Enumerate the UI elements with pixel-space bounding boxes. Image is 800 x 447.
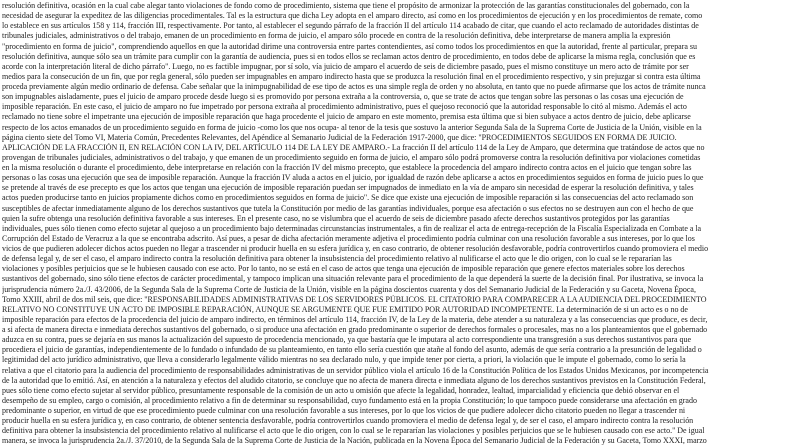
text-line: imposible reparación. En este caso, el juicio de amparo no fue impetrado por persona extraña al procedimiento administrativo, pues el quejoso reconoció que la autoridad responsable lo citó al mismo. Además el acto xyxy=(2,102,687,112)
text-line: jurisprudencia número 2a./J. 43/2006, de la Segunda Sala de la Suprema Corte de Justicia de la Unión, visible en la página doscientos cuarenta y dos del Semanario Judicial de la Federación y su Gaceta, Novena Época, xyxy=(2,284,696,294)
text-line: RELATIVO NO CONSTITUYE UN ACTO DE IMPOSIBLE REPARACIÓN, AUNQUE SE ARGUMENTE QUE FUE EMITIDO POR AUTORIDAD INCOMPETENTE. La determinación de si un acto es o no de xyxy=(2,304,688,314)
text-line: Tomo XXIII, abril de dos mil seis, que dice: "RESPONSABILIDADES ADMINISTRATIVAS DE LOS SERVIDORES PÚBLICOS. EL CITATORIO PARA COMPARECER A LA AUDIENCIA DEL PROCEDIMIENTO xyxy=(2,294,707,304)
text-line: vicios de que pudieren adolecer dichos actos pueden no llegar a trascender ni producir huella en su esfera jurídica y, en caso contrario, de obtener resolución desfavorable, podría controvertirlos cuando promoviera el medio xyxy=(2,244,709,253)
text-line: necesidad de asegurar la expeditez de las diligencias procedimentales. Tal es la estructura que dicha Ley adopta en el amparo directo, así como en los procedimientos de ejecución y en los procedimientos de remate, como xyxy=(2,11,703,21)
text-line: respecto de los actos emanados de un procedimiento seguido en forma de juicio -como los que nos ocupa- al tenor de la tesis que sostuvo la anterior Segunda Sala de la Suprema Corte de Justicia de la Unión, visible en la xyxy=(2,122,702,132)
text-line: proceda previamente algún medio ordinario de defensa. Cabe señalar que la inimpugnabilidad de ese tipo de actos es una simple regla de orden y no absoluta, en tanto que no puede afirmarse que los actos de trámite nunca xyxy=(2,82,706,91)
text-line: violaciones y posibles perjuicios que se le hubiesen causado con ese acto. Por lo tanto, no se está en el caso de actos que tenga una ejecución de imposible reparación que genere efectos materiales sobre los derechos xyxy=(2,264,685,274)
text-line: definitiva para obtener la insubsistencia del procedimiento relativo al nulificarse el acto que le dio origen, con lo cual se le repararían las violaciones y posibles perjuicios que se le hubiesen causado con ese acto." De igual xyxy=(2,426,705,436)
text-line: desempeño de su empleo, cargo o comisión, al procedimiento relativo a fin de determinar su responsabilidad, cuyo fundamento está en la propia Constitución; lo que tampoco puede considerarse una afectación en grado xyxy=(2,395,697,405)
text-line: de defensa legal y, de ser el caso, el amparo indirecto contra la resolución definitiva para obtener la insubsistencia del procedimiento relativo al nulificarse el acto que le dio origen, con lo cual se le repararían las xyxy=(2,254,672,264)
text-line: susceptibles de afectar inmediatamente alguno de los derechos sustantivos que tutela la Constitución por medio de las garantías individuales, porque esa afectación o sus efectos no se destruyen aun con el hecho de que xyxy=(2,203,694,213)
text-line: quien la sufre obtenga una resolución definitiva favorable a sus intereses. En el presente caso, no se vislumbra que el acuerdo de seis de diciembre pasado afecte derechos sustantivos protegidos por las garantías xyxy=(2,213,670,223)
text-line: resolución definitiva, ocasión en la cual cabe alegar tanto violaciones de fondo como de procedimiento, sistema que tiene el propósito de armonizar la protección de las garantías constitucionales del gobernado, con la xyxy=(2,1,690,10)
text-line: provengan de tribunales judiciales, administrativos o del trabajo, y que emanen de un procedimiento seguido en forma de juicio, el amparo sólo podrá promoverse contra la resolución definitiva por violaciones cometidas xyxy=(2,152,701,162)
text-line: personas o las cosas una ejecución que sea de imposible reparación. Aunque la fracción IV aluda a actos en el juicio, por igualdad de razón debe aplicarse a actos en procedimientos seguidos en forma de juicio pues lo que xyxy=(2,173,704,183)
text-line: tribunales judiciales, administrativos o del trabajo, emanen de un procedimiento en forma de juicio, el amparo sólo procede en contra de la resolución definitiva, debe interpretarse de manera amplia la expresión xyxy=(2,31,671,41)
text-line: son impugnables aisladamente, pues el juicio de amparo procede desde luego si es promovido por persona extraña a la controversia, o, que se trate de actos que tengan sobre las personas o las cosas una ejecución de xyxy=(2,92,684,102)
text-line: Corrupción del Estado de Veracruz a la que se encontraba adscrito. Así pues, a pesar de dicha afectación meramente adjetiva el procedimiento podría culminar con una resolución favorable a sus intereses, por lo que los xyxy=(2,233,695,243)
text-line: de la autoridad que lo emitió. Así, en atención a la naturaleza y efectos del aludido citatorio, se concluye que no afecta de manera directa e inmediata alguno de los derechos sustantivos previstos en la Constitución Federal, xyxy=(2,375,706,385)
text-line: "procedimiento en forma de juicio", comprendiendo aquellos en que la autoridad dirime una controversia entre partes contendientes, así como todos los procedimientos en que la autoridad, frente al particular, prepara su xyxy=(2,41,697,51)
text-line: producir huella en su esfera jurídica y, en caso contrario, de obtener sentencia desfavorable, podría controvertirlos cuando promoviera el medio de defensa legal y, de ser el caso, el amparo indirecto contra la resolución xyxy=(2,416,694,426)
text-line: relativa a que el citatorio para la audiencia del procedimiento de responsabilidades administrativas de un servidor público viola el artículo 16 de la Constitución Política de los Estados Unidos Mexicanos, por incompetencia xyxy=(2,365,709,375)
text-line: aduzca en su contra, pues se dejaría en sus manos la actualización del supuesto de procedencia mencionado, ya que bastaría que le imputara al acto correspondiente una transgresión a sus derechos sustantivos para que xyxy=(2,335,691,345)
text-line: se pretende al través de ese precepto es que los actos que tengan una ejecución de imposible reparación puedan ser impugnados de inmediato en la vía de amparo sin necesidad de esperar la resolución definitiva, y tales xyxy=(2,183,694,193)
text-line: predominante o superior, en virtud de que ese procedimiento puede culminar con una resolución favorable a sus intereses, por lo que los vicios de que pudiere adolecer dicho citatorio pueden no llegar a trascender ni xyxy=(2,406,686,415)
text-line: actos pueden producirse tanto en juicios propiamente dichos como en procedimientos seguidos en forma de juicio". Se dice que existe una ejecución de imposible reparación si las consecuencias del acto reclamado son xyxy=(2,193,694,203)
text-line: acorde con la interpretación literal de dicho párrafo". Luego, no es factible impugnar, por sí solo, vía juicio de amparo el acuerdo de seis de diciembre pasado, pues el mismo constituye un mero acto de trámite por ser xyxy=(2,61,689,71)
text-line: medios para la consecución de un fin, que por regla general, sólo pueden ser impugnables en amparo indirecto hasta que se produzca la resolución final en el procedimiento respectivo, y sin prejuzgar si contra esta última xyxy=(2,71,701,81)
text-line: legitimidad del acto jurídico administrativo, que lleva a considerarlo legalmente válido mientras no sea declarado nulo, y que impide tener por cierta, a priori, la violación que le impute el gobernado, como lo sería la xyxy=(2,355,686,365)
text-line: APLICACIÓN DE LA FRACCIÓN II, EN RELACIÓN CON LA IV, DEL ARTÍCULO 114 DE LA LEY DE AMPARO.- La fracción II del artículo 114 de la Ley de Amparo, que determina que tratándose de actos que no xyxy=(2,142,705,152)
text-line: imposible reparación para efectos de la procedencia del juicio de amparo indirecto, en términos del artículo 114, fracción IV, de la Ley de la materia, debe atender a su naturaleza y a las consecuencias que produce, es decir, xyxy=(2,314,708,324)
text-line: resolución definitiva, aunque sólo sea un trámite para cumplir con la garantía de audiencia, pues si en todos ellos se reclaman actos dentro de procedimiento, en todos debe de aplicarse la misma regla, conclusión que es xyxy=(2,51,696,61)
text-line: pues sólo tiene como efecto sujetar al servidor público, presuntamente responsable de la comisión de un acto u omisión que afecte la legalidad, honradez, lealtad, imparcialidad y eficiencia que debió observar en el xyxy=(2,385,680,395)
document-text-block xyxy=(2,1,800,447)
text-line: procediera el juicio de garantías, independientemente de lo fundado o infundado de su planteamiento, en tanto ello sería cuestión que atañe al fondo del asunto, además de que sería contrario a la presunción de legalidad o xyxy=(2,345,702,355)
text-line: en la misma resolución o durante el procedimiento, debe interpretarse en relación con la fracción IV del mismo precepto, que establece la procedencia del amparo indirecto contra actos en el juicio que tengan sobre las xyxy=(2,163,692,172)
text-line: manera, se invoca la jurisprudencia 2a./J. 37/2010, de la Segunda Sala de la Suprema Corte de Justicia de la Nación, publicada en la Novena Época del Semanario Judicial de la Federación y su Gaceta, Tomo XXXI, marzo xyxy=(2,436,707,446)
text-line: a si afecta de manera directa e inmediata derechos sustantivos del gobernado, o si produce una afectación en grado predominante o superior de derechos formales o procesales, mas no a los planteamientos que el gobernado xyxy=(2,325,708,334)
text-line: individuales, pues sólo tienen como efecto sujetar al quejoso a un procedimiento bajo determinadas circunstancias instrumentales, a fin de realizar el acta de entrega-recepción de la Fiscalía Especializada en Combate a la xyxy=(2,223,702,233)
text-line: sustantivos del gobernado, sino sólo tiene efectos de carácter procedimental, y tampoco implican una situación relevante para el procedimiento de la que dependerá la suerte de la decisión final. Por ilustrativa, se invoca la xyxy=(2,274,704,284)
text-line: lo establece en sus artículos 158 y 114, fracción III, respectivamente. Por tanto, al establecer el segundo párrafo de la fracción II del artículo 114 acabado de citar, que cuando el acto reclamado de autoridades distintas de xyxy=(2,21,699,31)
text-line: página ciento siete del Tomo VI, Materia Común, Precedentes Relevantes, del Apéndice al Semanario Judicial de la Federación 1917-2000, que dice: "PROCEDIMIENTOS SEGUIDOS EN FORMA DE JUICIO. xyxy=(2,132,677,142)
text-line: reclamado no tiene sobre el impetrante una ejecución de imposible reparación que haga procedente el juicio de amparo en este momento, premisa esta última que si bien subyace a actos dentro de juicio, debe aplicarse xyxy=(2,112,691,122)
